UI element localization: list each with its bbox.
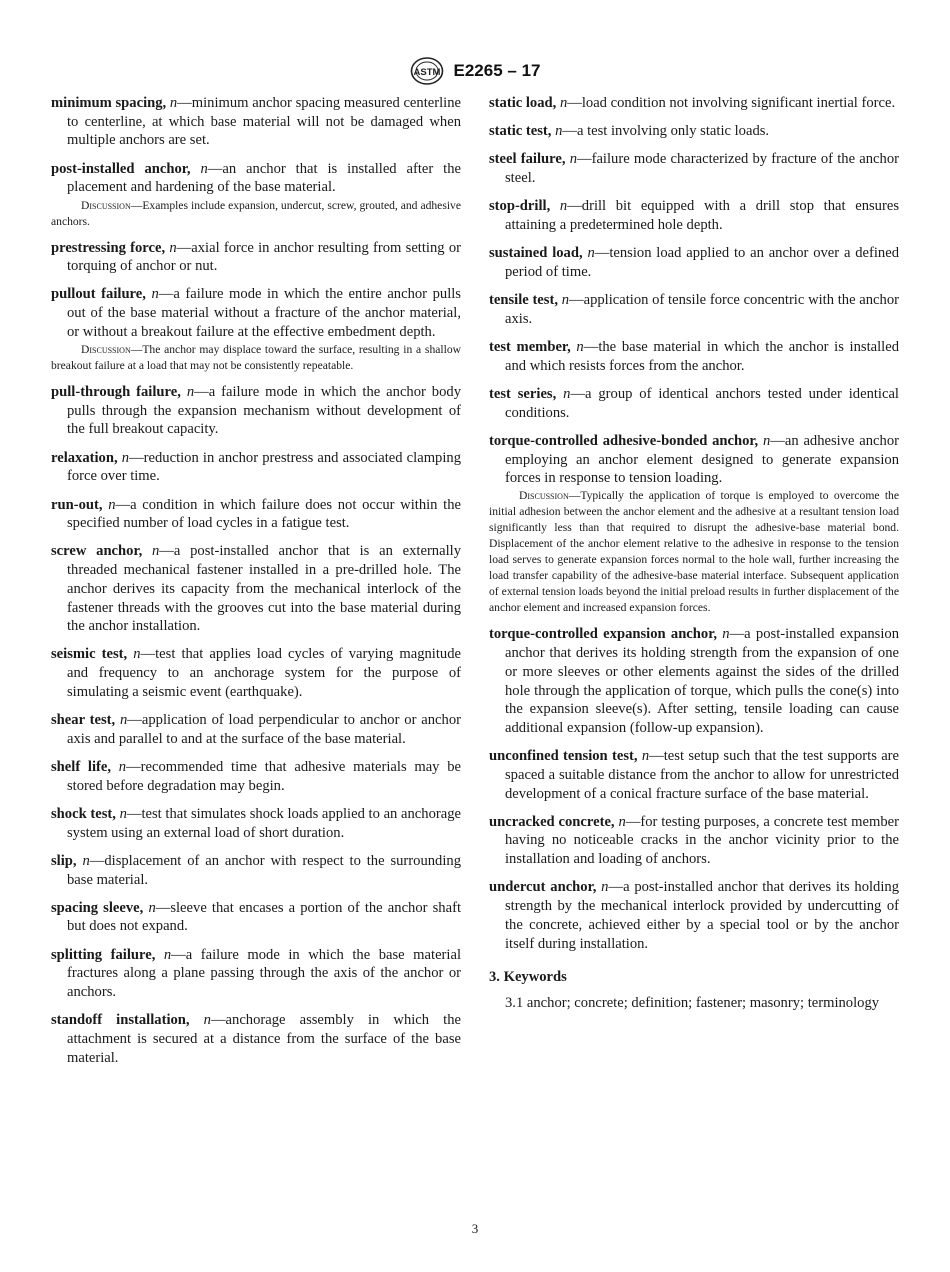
part-of-speech: n — [576, 339, 584, 356]
definition-term: seismic test, — [51, 646, 128, 663]
definition-term: test series, — [489, 385, 557, 402]
definition-term: pull-through failure, — [51, 384, 181, 401]
discussion-text: —The anchor may displace toward the surface, resulting in a shallow breakout failure at a load that may not be consistently repeatable. — [51, 343, 461, 373]
definition-text: —the base material in which the anchor is installed and which resists forces from the anchor. — [505, 339, 899, 374]
part-of-speech: n — [641, 748, 650, 765]
definition-term: spacing sleeve, — [51, 899, 144, 916]
definition-text: —axial force in anchor resulting from setting or torquing of anchor or nut. — [67, 239, 461, 275]
definition-term: tensile test, — [489, 292, 558, 309]
definition-entry — [51, 711, 461, 748]
part-of-speech: n — [82, 852, 90, 869]
definition-term: torque-controlled expansion anchor, — [489, 626, 717, 643]
discussion-label: Discussion — [519, 489, 569, 503]
definition-text: —application of load perpendicular to anchor or anchor axis and parallel to and at the surface of the base material. — [67, 712, 461, 747]
part-of-speech: n — [186, 384, 195, 401]
definition-entry — [51, 852, 461, 889]
definition-text: —an anchor that is installed after the placement and hardening of the base material. — [67, 160, 461, 196]
part-of-speech: n — [569, 151, 577, 168]
part-of-speech: n — [563, 385, 571, 402]
definition-text: —displacement of an anchor with respect to the surrounding base material. — [67, 852, 461, 888]
part-of-speech: n — [108, 496, 116, 513]
definition-text: —a test involving only static loads. — [562, 123, 770, 140]
part-of-speech: n — [559, 95, 568, 111]
definition-entry — [51, 285, 461, 341]
definition-term: relaxation, — [51, 449, 118, 466]
definition-term: post-installed anchor, — [51, 160, 191, 177]
part-of-speech: n — [762, 432, 771, 449]
definition-term: static test, — [489, 123, 552, 140]
definition-text: —a post-installed anchor that is an externally threaded mechanical fastener installed in a pre-drilled hole. The anchor derives its capacity from the mechanical interlock of the fastener threads with the grooves cut into the base material during the anchor installation. — [67, 543, 461, 635]
document-id: E2265 – 17 — [453, 61, 541, 80]
astm-logo-icon — [410, 56, 444, 86]
page-number: 3 — [471, 1221, 479, 1236]
definition-text: —anchorage assembly in which the attachment is secured at a distance from the surface of the base material. — [67, 1012, 461, 1066]
definition-entry — [489, 747, 899, 803]
definition-entry — [51, 383, 461, 439]
definition-term: torque-controlled adhesive-bonded anchor, — [489, 432, 759, 449]
right-column-entries — [489, 94, 899, 953]
definition-text: —test that simulates shock loads applied to an anchorage system using an external load of short duration. — [67, 805, 461, 841]
definition-term: stop-drill, — [489, 198, 551, 215]
definition-text: —load condition not involving significant inertial force. — [567, 95, 896, 111]
part-of-speech: n — [148, 899, 156, 916]
definition-term: unconfined tension test, — [489, 748, 638, 765]
definition-entry — [489, 625, 899, 737]
part-of-speech: n — [587, 245, 595, 262]
discussion-label: Discussion — [81, 343, 131, 357]
definition-entry — [489, 432, 899, 488]
definition-entry — [489, 197, 899, 234]
definition-entry — [51, 899, 461, 936]
definition-entry — [489, 385, 899, 422]
definition-entry — [51, 239, 461, 276]
definition-term: undercut anchor, — [489, 879, 597, 896]
definition-text: —a post-installed anchor that derives its holding strength by the mechanical interlock provided by undercutting of the concrete, achieved either by a special tool or by the anchor itself during installation. — [505, 879, 899, 952]
definition-text: —sleeve that encases a portion of the anchor shaft but does not expand. — [67, 899, 461, 935]
definition-entry — [51, 160, 461, 197]
discussion-label: Discussion — [81, 198, 131, 212]
keywords-paragraph: 3.1 anchor; concrete; definition; fastener; masonry; terminology — [505, 994, 880, 1011]
definition-term: uncracked concrete, — [489, 813, 615, 830]
part-of-speech: n — [163, 946, 172, 963]
definition-text: —recommended time that adhesive materials may be stored before degradation may begin. — [67, 758, 461, 794]
definition-text: —an adhesive anchor employing an anchor element designed to generate expansion forces in response to tension loading. — [505, 432, 899, 487]
definition-text: —drill bit equipped with a drill stop that ensures attaining a predetermined hole depth. — [505, 198, 899, 234]
definition-term: minimum spacing, — [51, 95, 167, 111]
definition-text: —a failure mode in which the entire anchor pulls out of the base material without a fracture of the anchor material, or without a breakout failure at the effective embedment depth. — [67, 286, 461, 340]
part-of-speech: n — [559, 198, 568, 215]
definition-term: standoff installation, — [51, 1012, 190, 1029]
definition-entry — [489, 150, 899, 187]
part-of-speech: n — [119, 805, 127, 822]
definition-entry — [51, 805, 461, 842]
discussion-note — [489, 488, 899, 616]
definition-text: —a post-installed expansion anchor that derives its holding strength from the expansion of one or more sleeves or other elements against the sides of the drilled hole through the application of torque, which pulls the cone(s) into the expansion sleeve(s). After setting, tensile loading can cause additional expansion (follow-up expansion). — [505, 626, 899, 736]
definition-entry — [489, 813, 899, 869]
definition-text: —application of tensile force concentric with the anchor axis. — [505, 292, 899, 327]
definition-entry — [489, 122, 899, 141]
part-of-speech: n — [151, 286, 159, 303]
definition-term: static load, — [489, 95, 557, 111]
definition-entry — [51, 946, 461, 1002]
definition-entry — [489, 291, 899, 328]
definition-term: sustained load, — [489, 245, 583, 262]
part-of-speech: n — [601, 879, 609, 896]
definition-text: —a failure mode in which the base material fractures along a plane passing through the axis of the anchor or anchors. — [67, 946, 461, 1001]
discussion-note — [51, 198, 461, 230]
part-of-speech: n — [561, 292, 570, 309]
right-column — [489, 94, 899, 1013]
definition-text: —tension load applied to an anchor over a defined period of time. — [505, 245, 899, 280]
definition-term: run-out, — [51, 496, 103, 513]
definition-term: steel failure, — [489, 151, 566, 168]
definition-entry — [51, 449, 461, 486]
discussion-text: —Examples include expansion, undercut, screw, grouted, and adhesive anchors. — [51, 198, 461, 228]
definition-entry — [489, 338, 899, 375]
left-column — [51, 94, 461, 1077]
part-of-speech: n — [133, 646, 141, 663]
definition-term: prestressing force, — [51, 239, 166, 256]
definition-term: screw anchor, — [51, 543, 143, 560]
definition-term: splitting failure, — [51, 946, 156, 963]
definition-text: —a condition in which failure does not occur within the specified number of load cycles in a fatigue test. — [67, 496, 461, 532]
definition-text: —test setup such that the test supports are spaced a suitable distance from the anchor to allow for unrestricted development of a conical fracture surface of the base material. — [505, 748, 900, 802]
definition-entry — [51, 758, 461, 795]
part-of-speech: n — [169, 95, 178, 111]
definition-term: test member, — [489, 339, 571, 356]
definition-text: —reduction in anchor prestress and associated clamping force over time. — [67, 449, 461, 485]
definition-text: —a group of identical anchors tested under identical conditions. — [505, 385, 899, 421]
definition-entry — [51, 94, 461, 150]
keywords-heading: 3. Keywords — [489, 969, 567, 986]
part-of-speech: n — [120, 712, 128, 729]
discussion-note — [51, 342, 461, 374]
part-of-speech: n — [200, 160, 208, 177]
definition-term: shear test, — [51, 712, 116, 729]
definition-term: shelf life, — [51, 758, 112, 775]
part-of-speech: n — [121, 449, 130, 466]
definition-term: shock test, — [51, 805, 116, 822]
astm-logo-lettering: ASTM — [413, 67, 440, 78]
definition-term: slip, — [51, 852, 77, 869]
definition-entry — [51, 542, 461, 636]
definition-text: —test that applies load cycles of varying magnitude and frequency to an anchorage system for the purpose of simulating a seismic event (earthquake). — [67, 646, 461, 700]
definition-entry — [51, 645, 461, 701]
definition-entry — [489, 94, 899, 113]
definition-entry — [489, 244, 899, 281]
definition-text: —a failure mode in which the anchor body pulls through the expansion mechanism without development of the full breakout capacity. — [67, 384, 461, 438]
page-header — [0, 56, 950, 86]
definition-entry — [51, 1011, 461, 1067]
definition-text: —for testing purposes, a concrete test member having no noticeable cracks in the anchor vicinity prior to the installation and loading of anchors. — [505, 813, 899, 868]
definition-text: —failure mode characterized by fracture of the anchor steel. — [505, 151, 899, 187]
part-of-speech: n — [722, 626, 730, 643]
part-of-speech: n — [118, 758, 127, 775]
definition-entry — [489, 878, 899, 953]
part-of-speech: n — [169, 239, 177, 256]
definition-text: —minimum anchor spacing measured centerline to centerline, at which base material will not be damaged when multiple anchors are set. — [67, 95, 461, 149]
discussion-text: —Typically the application of torque is employed to overcome the initial adhesion between the anchor element and the adhesive at a resultant tension load significantly less than that required to disrupt the adhesive-base material bond. Displacement of the anchor element relative to the adhesive in response to the tension load serves to generate expansion forces normal to the hole wall, further increasing the load transfer capability of the adhesive-base material interface. Subsequent application of external tension loads beyond the initial preload results in further displacement of the anchor element and increased expansion forces. — [489, 489, 899, 615]
part-of-speech: n — [203, 1012, 211, 1029]
part-of-speech: n — [618, 813, 626, 830]
part-of-speech: n — [555, 123, 563, 140]
definition-entry — [51, 496, 461, 533]
definition-term: pullout failure, — [51, 286, 146, 303]
part-of-speech: n — [152, 543, 160, 560]
